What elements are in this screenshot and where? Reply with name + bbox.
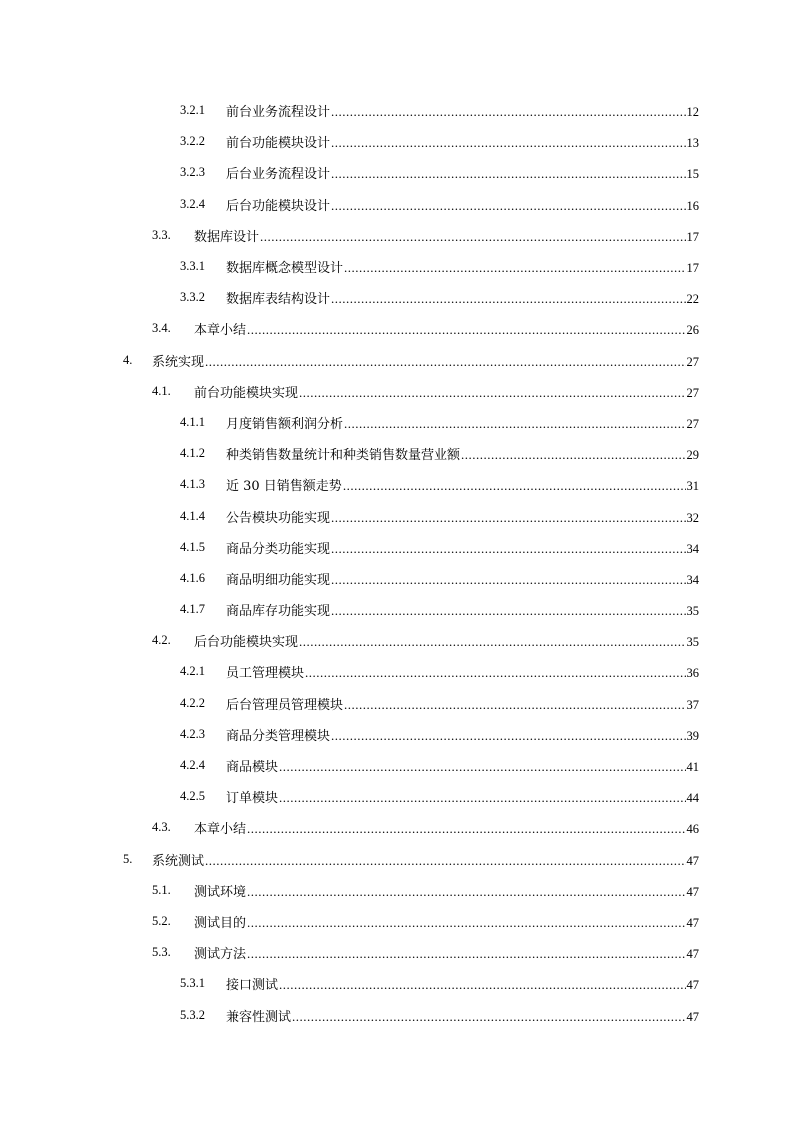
dot-leader	[344, 697, 685, 713]
toc-entry-title: 月度销售额利润分析	[226, 416, 344, 432]
toc-entry-line	[226, 725, 699, 744]
toc-entry[interactable]	[0, 906, 793, 937]
toc-entry-title: 商品库存功能实现	[226, 604, 331, 620]
toc-entry-number: 5.	[123, 851, 133, 866]
toc-entry-line	[226, 288, 699, 307]
toc-entry-page-number: 39	[686, 728, 699, 743]
toc-entry-page-number: 31	[686, 479, 699, 494]
toc-entry-number: 4.	[123, 352, 133, 367]
dot-leader	[331, 198, 685, 214]
toc-entry[interactable]	[0, 376, 793, 407]
toc-entry-title: 员工管理模块	[226, 666, 305, 682]
toc-entry-page-number: 22	[686, 292, 699, 307]
toc-entry-page-number: 46	[686, 822, 699, 837]
toc-entry-page-number: 44	[686, 791, 699, 806]
toc-entry-page-number: 26	[686, 323, 699, 338]
toc-entry-page-number: 17	[686, 261, 699, 276]
toc-entry-number: 4.3.	[152, 820, 171, 835]
toc-entry-title: 种类销售数量统计和种类销售数量营业额	[226, 448, 461, 464]
toc-entry-page-number: 17	[686, 229, 699, 244]
toc-entry-title: 后台功能模块实现	[194, 635, 299, 651]
toc-entry-number: 5.3.2	[180, 1007, 205, 1022]
toc-entry-title: 后台功能模块设计	[226, 198, 331, 214]
dot-leader	[247, 821, 685, 837]
dot-leader	[205, 354, 685, 370]
toc-entry-line	[226, 475, 699, 494]
toc-entry-title: 订单模块	[226, 791, 279, 807]
toc-entry-page-number: 35	[686, 604, 699, 619]
toc-entry-line	[226, 569, 699, 588]
dot-leader	[299, 634, 685, 650]
toc-entry-page-number: 16	[686, 198, 699, 213]
toc-entry-page-number: 32	[686, 510, 699, 525]
dot-leader	[247, 946, 685, 962]
toc-entry-line	[226, 163, 699, 182]
dot-leader	[247, 322, 685, 338]
toc-entry-number: 4.2.2	[180, 695, 205, 710]
toc-entry[interactable]	[0, 313, 793, 344]
toc-entry-title: 兼容性测试	[226, 1009, 292, 1025]
toc-entry-line	[194, 881, 699, 900]
toc-entry[interactable]	[0, 469, 793, 500]
toc-entry-line	[194, 631, 699, 650]
toc-entry[interactable]	[0, 438, 793, 469]
toc-entry-line	[194, 226, 699, 245]
toc-entry-number: 4.1.2	[180, 446, 205, 461]
toc-entry-number: 5.3.	[152, 945, 171, 960]
toc-entry-title: 前台业务流程设计	[226, 105, 331, 121]
toc-entry[interactable]	[0, 189, 793, 220]
toc-entry-number: 3.4.	[152, 321, 171, 336]
toc-entry-page-number: 36	[686, 666, 699, 681]
toc-entry-line	[152, 351, 699, 370]
toc-entry-line	[152, 850, 699, 869]
toc-entry-number: 3.2.1	[180, 103, 205, 118]
toc-entry[interactable]	[0, 500, 793, 531]
toc-entry-page-number: 47	[686, 915, 699, 930]
toc-entry-title: 测试目的	[194, 915, 247, 931]
toc-entry[interactable]	[0, 594, 793, 625]
toc-entry-page-number: 41	[686, 760, 699, 775]
toc-entry-line	[226, 694, 699, 713]
toc-entry-number: 4.2.4	[180, 758, 205, 773]
toc-entry-title: 数据库概念模型设计	[226, 261, 344, 277]
toc-entry-title: 系统实现	[152, 354, 205, 370]
toc-entry-title: 近 30 日销售额走势	[226, 479, 342, 495]
toc-entry-number: 5.1.	[152, 882, 171, 897]
toc-entry[interactable]	[0, 750, 793, 781]
dot-leader	[461, 447, 685, 463]
toc-entry-number: 4.1.1	[180, 414, 205, 429]
dot-leader	[331, 291, 685, 307]
dot-leader	[292, 1009, 685, 1025]
toc-entry[interactable]	[0, 688, 793, 719]
dot-leader	[331, 728, 685, 744]
toc-entry-line	[194, 818, 699, 837]
toc-entry-page-number: 37	[686, 697, 699, 712]
dot-leader	[279, 977, 685, 993]
dot-leader	[331, 541, 685, 557]
toc-entry-page-number: 47	[686, 978, 699, 993]
toc-entry-line	[226, 132, 699, 151]
toc-entry[interactable]	[0, 345, 793, 376]
dot-leader	[343, 478, 686, 494]
toc-entry[interactable]	[0, 625, 793, 656]
dot-leader	[260, 229, 685, 245]
dot-leader	[331, 135, 685, 151]
toc-entry-title: 数据库表结构设计	[226, 292, 331, 308]
toc-entry-number: 4.2.1	[180, 664, 205, 679]
toc-entry-page-number: 15	[686, 167, 699, 182]
toc-entry-line	[226, 257, 699, 276]
dot-leader	[299, 385, 685, 401]
toc-entry[interactable]	[0, 844, 793, 875]
toc-entry-line	[226, 756, 699, 775]
toc-entry-title: 后台管理员管理模块	[226, 697, 344, 713]
toc-entry-number: 3.2.4	[180, 196, 205, 211]
toc-entry-title: 商品分类功能实现	[226, 541, 331, 557]
toc-entry-line	[226, 195, 699, 214]
toc-entry-line	[194, 319, 699, 338]
toc-entry-number: 5.2.	[152, 913, 171, 928]
toc-entry-number: 4.2.5	[180, 789, 205, 804]
toc-entry-line	[226, 600, 699, 619]
dot-leader	[279, 790, 685, 806]
toc-entry-page-number: 47	[686, 884, 699, 899]
toc-entry-page-number: 47	[686, 853, 699, 868]
toc-entry-page-number: 27	[686, 354, 699, 369]
toc-entry-number: 4.1.3	[180, 477, 205, 492]
dot-leader	[331, 572, 685, 588]
toc-entry-line	[194, 382, 699, 401]
toc-entry-title: 商品模块	[226, 760, 279, 776]
toc-entry-number: 4.1.6	[180, 570, 205, 585]
toc-entry[interactable]	[0, 999, 793, 1030]
toc-entry-title: 前台功能模块实现	[194, 385, 299, 401]
toc-entry-line	[226, 538, 699, 557]
toc-entry-line	[226, 444, 699, 463]
dot-leader	[305, 665, 685, 681]
toc-entry[interactable]	[0, 563, 793, 594]
toc-entry-title: 测试方法	[194, 947, 247, 963]
toc-entry[interactable]	[0, 220, 793, 251]
toc-entry[interactable]	[0, 875, 793, 906]
dot-leader	[331, 104, 685, 120]
toc-entry-number: 3.2.2	[180, 134, 205, 149]
toc-entry-title: 本章小结	[194, 822, 247, 838]
toc-entry-number: 4.1.5	[180, 539, 205, 554]
toc-entry[interactable]	[0, 937, 793, 968]
toc-entry[interactable]	[0, 656, 793, 687]
toc-entry-title: 数据库设计	[194, 229, 260, 245]
toc-entry[interactable]	[0, 812, 793, 843]
toc-entry-number: 3.3.2	[180, 290, 205, 305]
toc-entry-number: 4.2.3	[180, 726, 205, 741]
dot-leader	[344, 416, 685, 432]
toc-entry-number: 3.2.3	[180, 165, 205, 180]
toc-entry-number: 4.1.7	[180, 602, 205, 617]
table-of-contents	[0, 95, 793, 1031]
toc-entry-page-number: 34	[686, 572, 699, 587]
toc-entry-page-number: 35	[686, 635, 699, 650]
toc-entry-number: 4.2.	[152, 633, 171, 648]
dot-leader	[205, 853, 685, 869]
toc-entry-page-number: 47	[686, 947, 699, 962]
dot-leader	[247, 915, 685, 931]
dot-leader	[331, 510, 685, 526]
toc-entry-title: 公告模块功能实现	[226, 510, 331, 526]
toc-entry[interactable]	[0, 781, 793, 812]
toc-entry[interactable]	[0, 95, 793, 126]
toc-entry-title: 商品明细功能实现	[226, 572, 331, 588]
toc-entry-number: 4.1.	[152, 383, 171, 398]
toc-entry-number: 3.3.	[152, 227, 171, 242]
dot-leader	[331, 603, 685, 619]
toc-entry[interactable]	[0, 157, 793, 188]
toc-entry-page-number: 29	[686, 448, 699, 463]
dot-leader	[331, 166, 685, 182]
toc-entry-title: 测试环境	[194, 884, 247, 900]
toc-entry-title: 本章小结	[194, 323, 247, 339]
toc-entry-line	[226, 1006, 699, 1025]
toc-entry[interactable]	[0, 251, 793, 282]
toc-entry-line	[194, 912, 699, 931]
toc-entry-page-number: 47	[686, 1009, 699, 1024]
toc-entry-number: 5.3.1	[180, 976, 205, 991]
toc-entry[interactable]	[0, 126, 793, 157]
toc-entry[interactable]	[0, 968, 793, 999]
toc-entry-line	[226, 787, 699, 806]
toc-entry-title: 系统测试	[152, 853, 205, 869]
toc-entry-page-number: 34	[686, 541, 699, 556]
toc-entry-page-number: 13	[686, 136, 699, 151]
toc-entry[interactable]	[0, 282, 793, 313]
dot-leader	[344, 260, 685, 276]
toc-entry-page-number: 12	[686, 105, 699, 120]
dot-leader	[279, 759, 685, 775]
toc-entry[interactable]	[0, 719, 793, 750]
dot-leader	[247, 884, 685, 900]
toc-entry-number: 4.1.4	[180, 508, 205, 523]
toc-entry-line	[226, 413, 699, 432]
toc-entry-line	[226, 101, 699, 120]
toc-entry-title: 商品分类管理模块	[226, 728, 331, 744]
toc-entry-title: 后台业务流程设计	[226, 167, 331, 183]
toc-entry-line	[226, 974, 699, 993]
toc-entry-line	[194, 943, 699, 962]
toc-entry-title: 前台功能模块设计	[226, 136, 331, 152]
toc-entry-title: 接口测试	[226, 978, 279, 994]
toc-entry-page-number: 27	[686, 416, 699, 431]
toc-entry-line	[226, 662, 699, 681]
toc-entry-number: 3.3.1	[180, 259, 205, 274]
toc-entry-line	[226, 507, 699, 526]
toc-entry[interactable]	[0, 532, 793, 563]
toc-entry-page-number: 27	[686, 385, 699, 400]
toc-entry[interactable]	[0, 407, 793, 438]
